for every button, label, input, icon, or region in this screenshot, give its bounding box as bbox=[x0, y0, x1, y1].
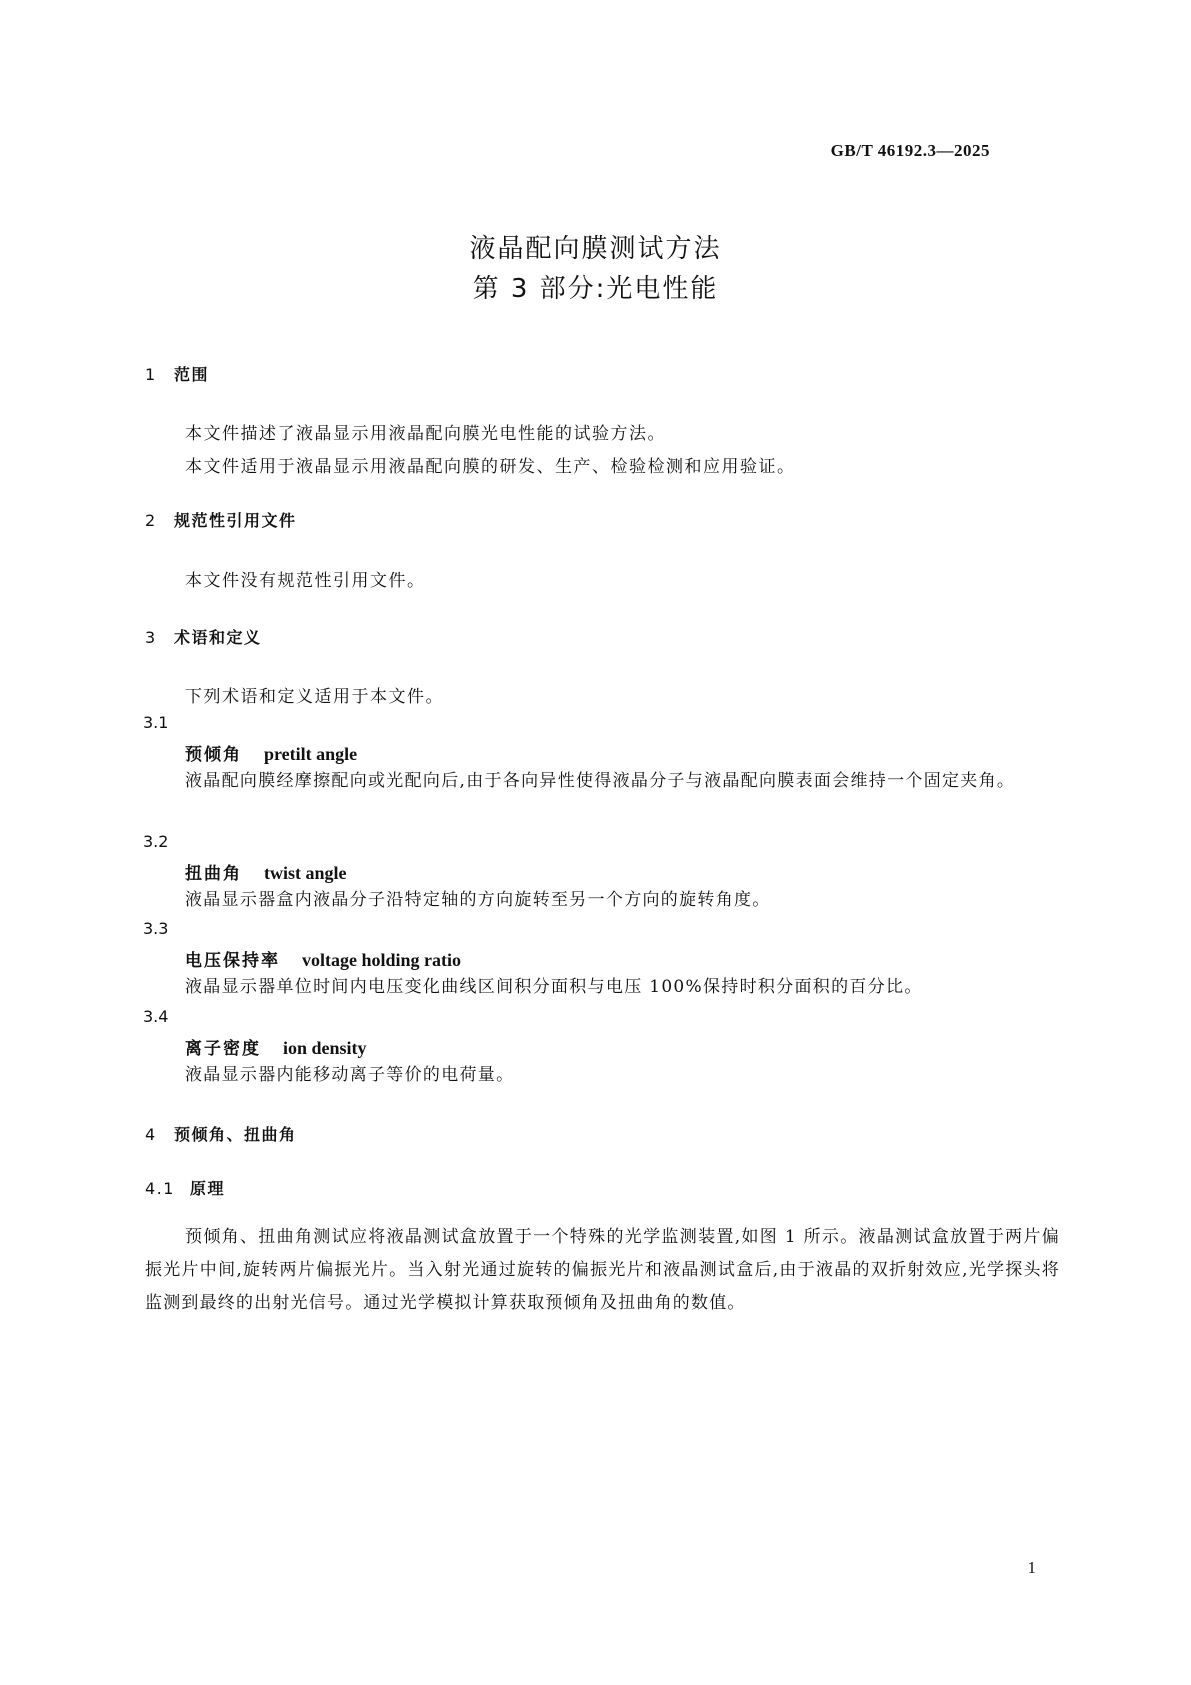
term-number: 3.4 bbox=[143, 1007, 169, 1026]
term-entry bbox=[185, 740, 357, 765]
paragraph: 本文件没有规范性引用文件。 bbox=[185, 571, 426, 591]
term-zh: 离子密度 bbox=[185, 1039, 261, 1059]
subsection-title: 原理 bbox=[190, 1179, 226, 1198]
term-number: 3.3 bbox=[143, 919, 169, 938]
term-number: 3.2 bbox=[143, 832, 169, 851]
section-title: 术语和定义 bbox=[174, 628, 262, 647]
term-en: twist angle bbox=[264, 863, 347, 883]
term-zh: 扭曲角 bbox=[185, 864, 242, 884]
term-definition: 液晶显示器单位时间内电压变化曲线区间积分面积与电压 100%保持时积分面积的百分比。 bbox=[185, 977, 923, 997]
section-heading-normative-references bbox=[145, 508, 297, 531]
section-number: 2 bbox=[145, 511, 157, 530]
section-title: 预倾角、扭曲角 bbox=[174, 1125, 297, 1144]
term-definition: 液晶配向膜经摩擦配向或光配向后,由于各向异性使得液晶分子与液晶配向膜表面会维持一个固定夹角。 bbox=[185, 771, 1016, 791]
document-title: 液晶配向膜测试方法 bbox=[469, 234, 722, 264]
term-zh: 电压保持率 bbox=[185, 951, 280, 971]
term-en: pretilt angle bbox=[264, 744, 358, 764]
term-definition: 液晶显示器盒内液晶分子沿特定轴的方向旋转至另一个方向的旋转角度。 bbox=[185, 890, 771, 910]
document-subtitle: 第 3 部分:光电性能 bbox=[472, 274, 719, 304]
subsection-number: 4.1 bbox=[145, 1179, 175, 1198]
standard-number: GB/T 46192.3—2025 bbox=[830, 141, 990, 160]
section-title: 规范性引用文件 bbox=[174, 511, 297, 530]
term-zh: 预倾角 bbox=[185, 745, 242, 765]
term-entry bbox=[185, 859, 347, 884]
paragraph: 预倾角、扭曲角测试应将液晶测试盒放置于一个特殊的光学监测装置,如图 1 所示。液晶测试盒放置于两片偏振光片中间,旋转两片偏振光片。当入射光通过旋转的偏振光片和液晶测试盒后,由于液晶的双折射效应,光学探头将监测到最终的出射光信号。通过光学模拟计算获取预倾角及扭曲角的数值。 bbox=[145, 1227, 1060, 1313]
section-heading-pretilt-twist bbox=[145, 1122, 297, 1145]
section-title: 范围 bbox=[174, 365, 210, 384]
term-number: 3.1 bbox=[143, 713, 169, 732]
term-en: ion density bbox=[283, 1038, 367, 1058]
paragraph: 本文件适用于液晶显示用液晶配向膜的研发、生产、检验检测和应用验证。 bbox=[185, 457, 796, 477]
term-en: voltage holding ratio bbox=[302, 950, 462, 970]
section-number: 3 bbox=[145, 628, 157, 647]
section-heading-terms bbox=[145, 625, 262, 648]
paragraph: 本文件描述了液晶显示用液晶配向膜光电性能的试验方法。 bbox=[185, 424, 666, 444]
section-heading-scope bbox=[145, 362, 209, 385]
term-entry bbox=[185, 1034, 367, 1059]
section-number: 1 bbox=[145, 365, 157, 384]
term-entry bbox=[185, 946, 461, 971]
term-definition: 液晶显示器内能移动离子等价的电荷量。 bbox=[185, 1065, 515, 1085]
subsection-heading-principle bbox=[145, 1176, 225, 1199]
section-number: 4 bbox=[145, 1125, 157, 1144]
page-number: 1 bbox=[1027, 1558, 1036, 1577]
paragraph: 下列术语和定义适用于本文件。 bbox=[185, 687, 444, 707]
